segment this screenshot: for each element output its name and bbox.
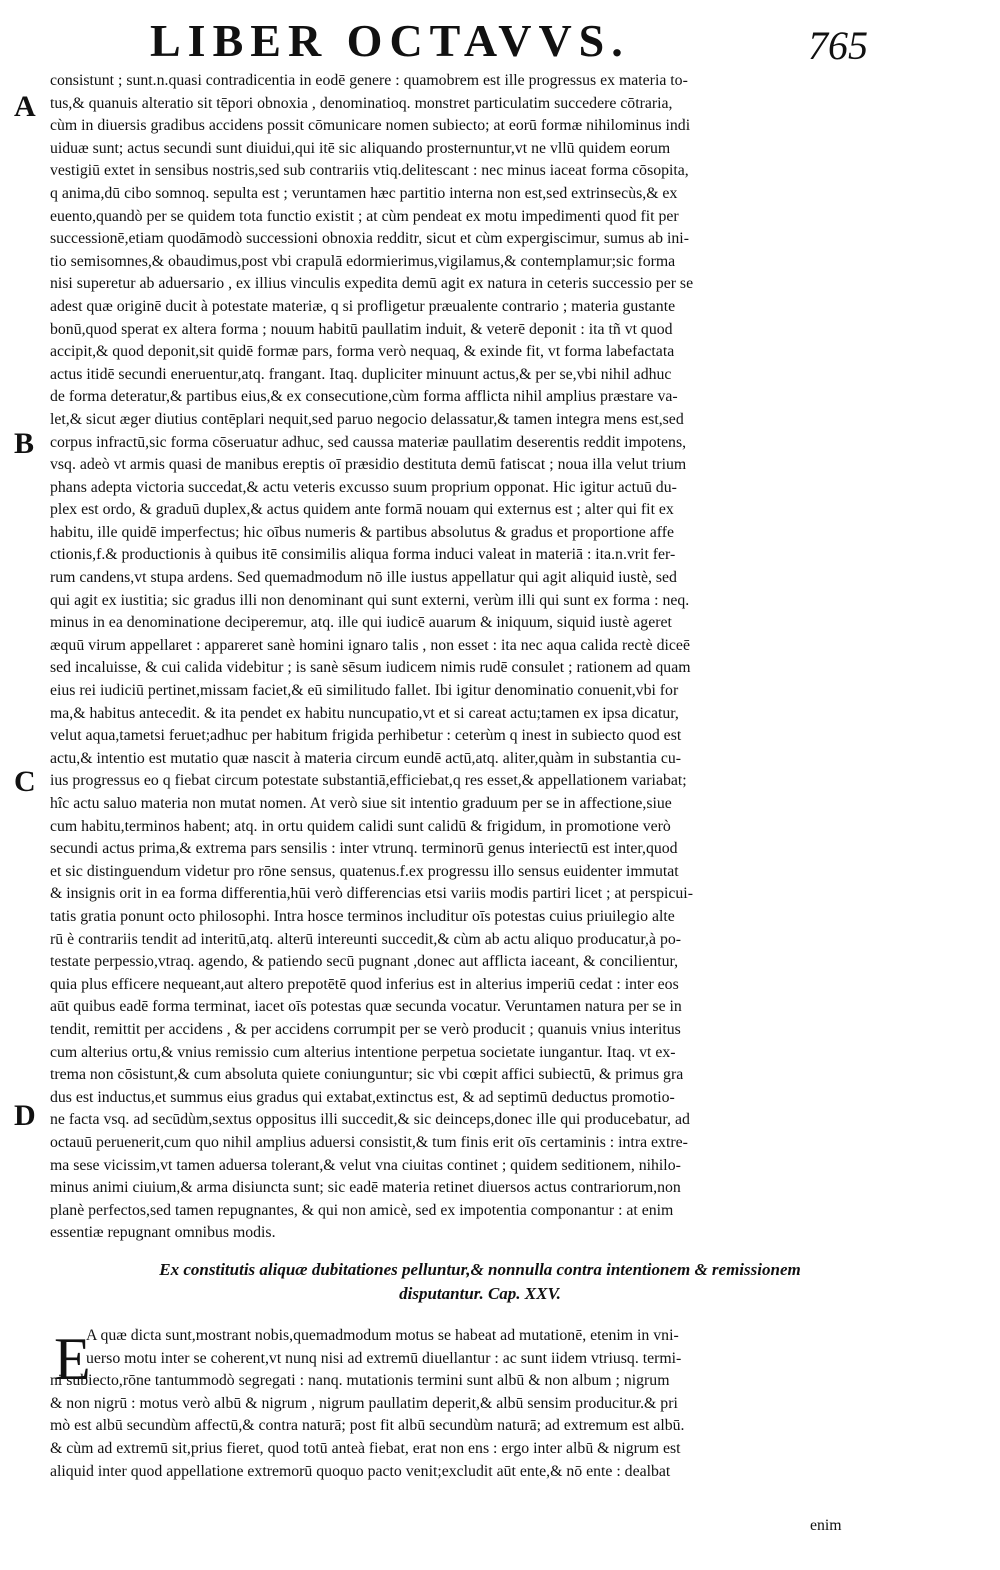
text-line: octauū peruenerit,cum quo nihil amplius aduersi consistit,& tum finis erit oīs certaminis : intra extre- xyxy=(50,1133,688,1151)
text-line: rum candens,vt stupa ardens. Sed quemadmodum nō ille iustus appellatur qui agit aliquid iustè, sed xyxy=(50,569,677,587)
text-line: uerso motu inter se coherent,vt nunq nisi ad extremū diuellantur : ac sunt iidem vtriusq. termi- xyxy=(86,1349,682,1367)
chapter-heading-line: disputantur. Cap. XXV. xyxy=(399,1284,561,1303)
text-line: minus in ea denominatione deciperemur, atq. ille qui iudicē auarum & iniquum, siquid iustè ageret xyxy=(50,614,672,632)
text-line: dus est inductus,et summus eius gradus qui extabat,extinctus est, & ad septimū deductus promotio- xyxy=(50,1088,675,1106)
text-line: vsq. adeò vt armis quasi de manibus ereptis oī præsidio destituta demū fatiscat ; noua illa velut trium xyxy=(50,456,687,474)
text-line: rū è contrariis tendit ad interitū,atq. alterū intereunti succedit,& cùm ab actu aliquo producatur,à po- xyxy=(50,930,682,948)
chapter-heading-line: Ex constitutis aliquæ dubitationes pelluntur,& nonnulla contra intentionem & remissionem xyxy=(159,1260,801,1279)
text-line: uiduæ sunt; actus secundi sunt diuidui,qui itē sic aliquando prosternuntur,vt ne vllū quidem eorum xyxy=(50,139,671,157)
text-line: planè perfectos,sed tamen repugnantes, & qui non amicè, sed ex impotentia componantur : at enim xyxy=(50,1201,674,1219)
text-line: & cùm ad extremū sit,prius fieret, quod totū anteà fiebat, erat non ens : ergo inter albū & nigrum est xyxy=(50,1439,681,1457)
running-head: LIBER OCTAVVS. xyxy=(150,15,630,66)
text-line: ni subiecto,rōne tantummodò segregati : nanq. mutationis termini sunt albū & non album ; nigrum xyxy=(50,1372,670,1390)
text-line: velut aqua,tametsi feruet;adhuc per habitum frigida perhibetur : ceterùm q inest in subiecto quod est xyxy=(50,727,682,745)
text-line: tatis gratia ponunt octo philosophi. Intra hosce terminos includitur oīs potestas cuius priuilegio alte xyxy=(50,907,675,925)
text-line: secundi actus prima,& extrema pars sensilis : inter vtrunq. terminorū genus interiectū est inter,quod xyxy=(50,840,678,858)
margin-letter-b: B xyxy=(14,427,35,460)
text-line: quia plus efficere nequeant,aut altero prepotētē quod inferius est in alterius imperiū cedat : inter eos xyxy=(50,975,679,993)
page-number: 765 xyxy=(808,23,868,68)
text-line: nisi superetur ab aduersario , ex illius vinculis expedita demū agit ex natura in ceteris successio per se xyxy=(50,275,694,293)
chapter-body xyxy=(50,1325,860,1483)
text-line: ma,& habitus antecedit. & ita pendet ex habitu nuncupatio,vt et si careat actu;tamen ex ipsa dicatur, xyxy=(50,704,679,722)
text-line: et sic distinguendum videtur pro rōne sensus, quatenus.f.ex progressu illo sensus euidenter immutat xyxy=(50,862,679,880)
text-line: bonū,quod sperat ex altera forma ; nouum habitū paullatim induit, & veterē deponit : ita tñ vt quod xyxy=(50,320,673,338)
text-line: sed incaluisse, & cui calida videbitur ; is sanè sēsum iudicem nimis rudē consulet ; rationem ad quam xyxy=(50,659,691,677)
text-line: plex est ordo, & graduū duplex,& actus quidem ante formā nouam qui externus est ; alter qui fit ex xyxy=(50,501,674,519)
text-line: tio semisomnes,& obaudimus,post vbi crapulā edormierimus,vigilamus,& contemplamur;sic forma xyxy=(50,252,676,270)
text-line: aūt quibus eadē forma terminat, iacet oīs potestas quæ secunda vocatur. Veruntamen natura per se in xyxy=(50,998,682,1016)
catchword: enim xyxy=(810,1517,842,1534)
margin-letter-c: C xyxy=(14,765,36,798)
text-line: consistunt ; sunt.n.quasi contradicentia in eodē genere : quamobrem est ille progressus ex materia to- xyxy=(50,72,688,89)
text-line: actu,& intentio est mutatio quæ nascit à materia circum eundē actū,atq. aliter,quàm in substantia cu- xyxy=(50,749,682,767)
text-line: euento,quandò per se quidem tota functio existit ; at cùm pendeat ex motu impedimenti quod fit per xyxy=(50,207,679,225)
text-line: tus,& quanuis alteratio sit tēpori obnoxia , denominatioq. monstret particulatim succedere cōtraria, xyxy=(50,94,673,112)
drop-cap: E xyxy=(54,1326,91,1392)
text-line: trema non cōsistunt,& cum absoluta quiete coniunguntur; sic vbi cœpit affici subiectū, & primus gra xyxy=(50,1066,684,1084)
text-line: de forma deteratur,& partibus eius,& ex consecutione,cùm forma afflicta nihil amplius præstare va- xyxy=(50,388,678,406)
text-line: ma sese vicissim,vt tamen aduersa tolerant,& velut vna ciuitas continet ; quidem seditionem, nihilo- xyxy=(50,1156,681,1174)
text-line: hîc actu saluo materia non mutat nomen. At verò siue sit intentio graduum per se in affectione,siue xyxy=(50,795,672,812)
text-line: successionē,etiam quodāmodò successioni obnoxia redditr, sicut et cùm expergiscimur, sumus ab ini- xyxy=(50,230,689,248)
text-line: cum habitu,terminos habent; atq. in ortu quidem calidi sunt calidū & frigidum, in promotione verò xyxy=(50,817,671,835)
text-line: q anima,dū cibo somnoq. sepulta est ; veruntamen hæc partitio interna non est,sed extrinsecùs,& ex xyxy=(50,184,678,202)
text-line: tendit, remittit per accidens , & per accidens corrumpit per se verò producit ; quanuis vnius interitus xyxy=(50,1020,681,1038)
text-line: minus animi ciuium,& arma disiuncta sunt; sic eadē materia retinet diuersos actus contrariorum,non xyxy=(50,1179,681,1197)
text-line: & non nigrū : motus verò albū & nigrum , nigrum paullatim deperit,& albū sensim producitur.& pri xyxy=(50,1394,678,1412)
text-line: ctionis,f.& productionis à quibus itē consimilis aliqua forma induci valeat in materiā : ita.n.vrit fer- xyxy=(50,546,676,564)
text-line: æquū virum appellaret : appareret sanè homini ignaro talis , non esset : ita nec aqua calida rectè diceē xyxy=(50,636,690,654)
text-line: essentiæ repugnant omnibus modis. xyxy=(50,1224,276,1242)
text-line: mò est albū secundùm affectū,& contra naturā; post fit albū secundùm naturā; ad extremum est albū. xyxy=(50,1417,685,1435)
margin-letter-d: D xyxy=(14,1099,36,1132)
text-line: ius progressus eo q fiebat circum potestate substantiā,efficiebat,q res esset,& appellationem variabat; xyxy=(50,772,687,790)
text-line: cùm in diuersis gradibus accidens possit cōmunicare nomen subiecto; at eorū formæ nihilominus indi xyxy=(50,117,691,135)
text-line: aliquid inter quod appellatione extremorū quoquo pacto venit;excludit aūt ente,& nō ente : dealbat xyxy=(50,1462,671,1480)
chapter-heading xyxy=(100,1258,860,1306)
text-line: vestigiū extet in sensibus nostris,sed sub contrariis vtiq.delitescant : nec minus iaceat forma cōsopita, xyxy=(50,162,689,180)
text-line: adest quæ originē ducit à potestate materiæ, q si profligetur præualente contrario ; materia gustante xyxy=(50,297,676,315)
text-line: A quæ dicta sunt,mostrant nobis,quemadmodum motus se habeat ad mutationē, etenim in vni- xyxy=(86,1327,679,1344)
text-line: habitu, ille quidē imperfectus; hic oībus numeris & partibus absolutus & gradus et proportione affe xyxy=(50,523,674,541)
text-line: cum alterius ortu,& vnius remissio cum alterius intentione perpetua societate iungantur. Itaq. vt ex- xyxy=(50,1043,676,1061)
text-line: let,& sicut æger diutius contēplari nequit,sed paruo negocio delassatur,& tamen integra mens est,sed xyxy=(50,410,684,428)
text-line: corpus infractū,sic forma cōseruatur adhuc, sed caussa materiæ paullatim deserentis reddit impotens, xyxy=(50,433,687,451)
text-line: eius rei iudiciū pertinet,missam faciet,& eū similitudo fallet. Ibi igitur denominatio conuenit,vbi for xyxy=(50,682,679,700)
text-line: & insignis orit in ea forma differentia,hūi verò differencias etsi variis modis partiri licet ; at perspicui- xyxy=(50,885,693,903)
text-line: accipit,& quod deponit,sit quidē formæ pars, forma verò nequaq, & exinde fit, vt forma labefactata xyxy=(50,343,675,361)
text-line: ne facta vsq. ad secūdùm,sextus oppositus illi succedit,& sic deinceps,donec ille qui producebatur, ad xyxy=(50,1111,690,1129)
text-line: qui agit ex iustitia; sic gradus illi non denominant qui sunt externi, verùm illi qui sunt ex forma : neq. xyxy=(50,591,690,609)
text-line: phans adepta victoria succedat,& actu veteris excusso suum proprium opponat. Hic igitur actuū du- xyxy=(50,478,677,496)
main-text-block xyxy=(50,70,860,1245)
text-line: actus itidē secundi eneruentur,atq. frangant. Itaq. dupliciter minuunt actus,& per se,vbi nihil adhuc xyxy=(50,365,672,383)
text-line: testate perpessio,vtraq. agendo, & patiendo secū pugnant ,donec aut afflicta iaceant, & concilientur, xyxy=(50,953,679,971)
margin-letter-a: A xyxy=(14,90,36,123)
